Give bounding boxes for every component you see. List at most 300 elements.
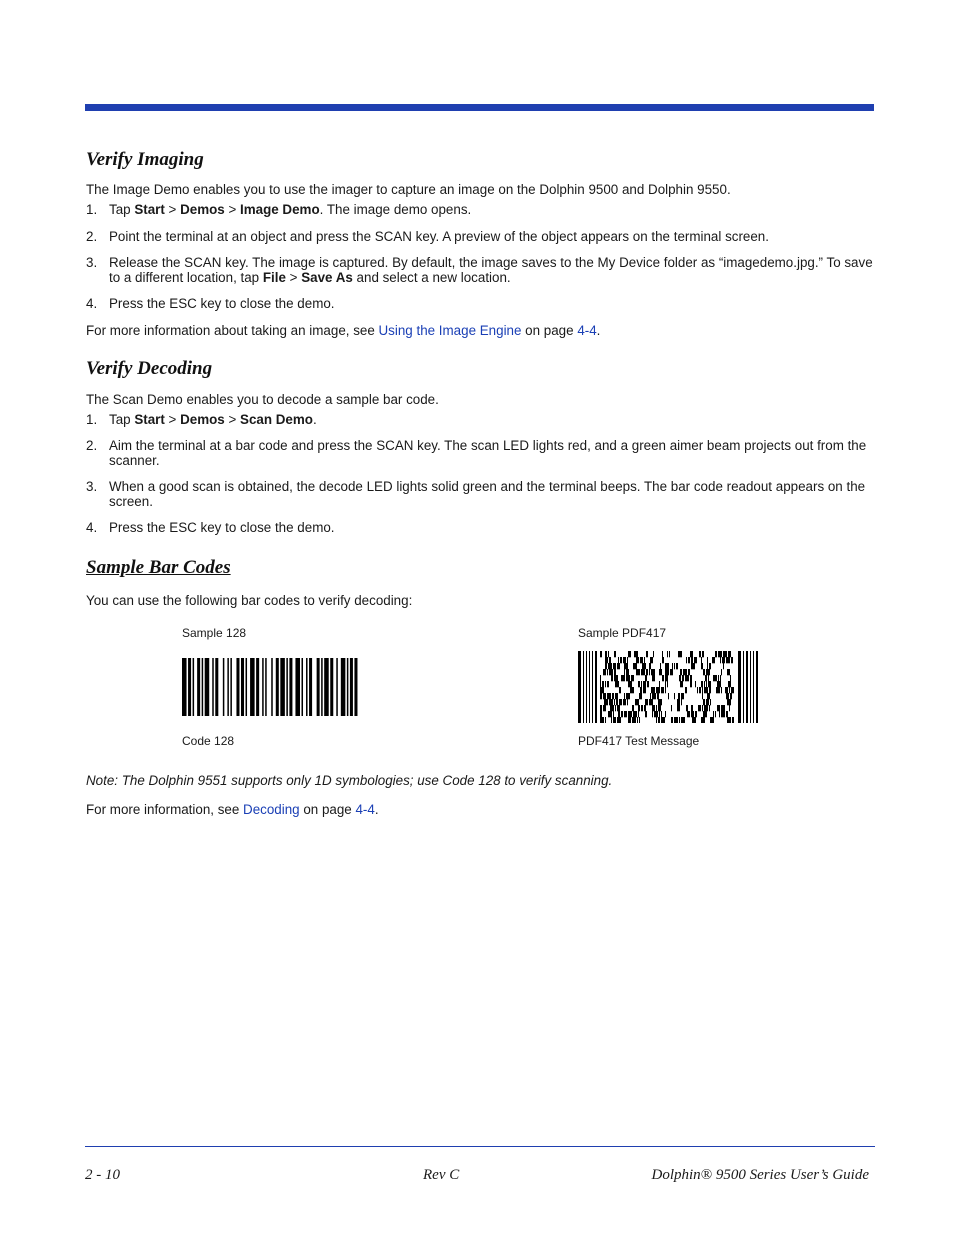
heading-verify-decoding: Verify Decoding	[86, 358, 213, 379]
header-rule	[85, 104, 874, 111]
pdf417-module	[706, 681, 707, 687]
code128-bar	[202, 658, 204, 716]
pdf417-module	[707, 663, 708, 669]
code128-bar	[336, 658, 338, 716]
pdf417-module	[651, 687, 655, 693]
pdf417-module	[672, 663, 673, 669]
pdf417-module	[674, 693, 675, 699]
decoding-step-2: 2. Aim the terminal at a bar code and press the SCAN key. The scan LED lights red, and a green aimer beam projects out from the scanner.	[86, 438, 867, 468]
pdf417-module	[683, 669, 687, 675]
code128-bar	[212, 658, 214, 716]
pdf417-module	[638, 711, 639, 717]
link-page-4-4-decoding[interactable]: 4-4	[355, 802, 375, 817]
pdf417-module	[679, 675, 681, 681]
pdf417-module	[609, 699, 613, 705]
pdf417-module	[633, 663, 637, 669]
pdf417-module	[646, 651, 648, 657]
code128-bar	[276, 658, 279, 716]
pdf417-module	[645, 699, 648, 705]
code128-bar	[250, 658, 255, 716]
pdf417-module	[603, 669, 606, 675]
pdf417-module	[674, 717, 678, 723]
pdf417-module	[623, 699, 626, 705]
pdf417-module	[624, 663, 628, 669]
pdf417-module	[699, 651, 701, 657]
pdf417-module	[686, 657, 687, 663]
pdf417-module	[609, 669, 613, 675]
pdf417-module	[715, 651, 717, 657]
imaging-step-4: 4. Press the ESC key to close the demo.	[86, 296, 335, 311]
pdf417-module	[671, 705, 672, 711]
pdf417-module	[618, 711, 620, 717]
pdf417-module	[600, 705, 602, 711]
pdf417-module	[641, 669, 645, 675]
pdf417-module	[632, 705, 634, 711]
pdf417-module	[649, 669, 650, 675]
pdf417-module	[685, 687, 687, 693]
pdf417-module	[636, 657, 639, 663]
note-1d-symbologies: Note: The Dolphin 9551 supports only 1D symbologies; use Code 128 to verify scanning.	[86, 773, 613, 788]
pdf417-module	[726, 693, 729, 699]
pdf417-module	[626, 669, 629, 675]
pdf417-module	[669, 651, 670, 657]
pdf417-module	[658, 699, 662, 705]
code128-bar	[309, 658, 312, 716]
pdf417-module	[652, 675, 655, 681]
pdf417-module	[639, 717, 640, 723]
pdf417-module	[626, 675, 630, 681]
pdf417-module	[657, 693, 659, 699]
code128-bar	[347, 658, 349, 716]
sample-bar-codes-intro: You can use the following bar codes to verify decoding:	[86, 593, 413, 608]
pdf417-module	[626, 693, 630, 699]
pdf417-module	[660, 663, 661, 669]
pdf417-module	[710, 699, 711, 705]
pdf417-module	[731, 687, 734, 693]
pdf417-module	[600, 651, 602, 657]
pdf417-module	[605, 663, 607, 669]
code128-bar	[227, 658, 229, 716]
pdf417-module	[721, 711, 725, 717]
pdf417-module	[589, 651, 590, 723]
pdf417-module	[661, 717, 665, 723]
pdf417-module	[659, 669, 662, 675]
pdf417-module	[616, 699, 618, 705]
pdf417-module	[645, 711, 647, 717]
pdf417-module	[694, 657, 697, 663]
decoding-more-info: For more information, see Decoding on page 4-4.	[86, 802, 379, 817]
pdf417-module	[611, 717, 612, 723]
pdf417-module	[651, 669, 655, 675]
pdf417-module	[661, 687, 664, 693]
heading-sample-bar-codes: Sample Bar Codes	[86, 557, 231, 578]
pdf417-module	[650, 693, 651, 699]
pdf417-module	[722, 657, 725, 663]
pdf417-module	[680, 681, 683, 687]
pdf417-module	[685, 675, 689, 681]
pdf417-module	[667, 681, 668, 687]
pdf417-module	[706, 699, 709, 705]
pdf417-module	[719, 711, 720, 717]
pdf417-module	[727, 717, 731, 723]
code128-bar	[317, 658, 320, 716]
pdf417-module	[600, 717, 604, 723]
pdf417-module	[721, 687, 722, 693]
pdf417-module	[635, 699, 639, 705]
pdf417-module	[619, 699, 622, 705]
pdf417-module	[687, 711, 690, 717]
pdf417-module	[729, 687, 730, 693]
pdf417-module	[621, 711, 623, 717]
pdf417-module	[638, 681, 640, 687]
decoding-step-3: 3. When a good scan is obtained, the decode LED lights solid green and the terminal beeps. The bar code readout appears on the screen.	[86, 479, 866, 509]
pdf417-module	[704, 681, 705, 687]
pdf417-module	[609, 657, 611, 663]
pdf417-module	[732, 717, 734, 723]
pdf417-module	[608, 663, 612, 669]
pdf417-module	[665, 669, 669, 675]
pdf417-module	[720, 675, 721, 681]
pdf417-module	[738, 651, 741, 723]
pdf417-module	[614, 669, 616, 675]
pdf417-module	[624, 711, 627, 717]
pdf417-module	[603, 705, 606, 711]
pdf417-module	[607, 681, 609, 687]
pdf417-module	[614, 651, 616, 657]
pdf417-module	[680, 669, 682, 675]
link-using-image-engine[interactable]: Using the Image Engine	[378, 323, 522, 338]
pdf417-module	[697, 687, 698, 693]
pdf417-module	[627, 699, 628, 705]
pdf417-module	[613, 711, 614, 717]
pdf417-module	[676, 663, 678, 669]
pdf417-module	[725, 687, 728, 693]
pdf417-module	[603, 693, 606, 699]
pdf417-module	[607, 693, 611, 699]
pdf417-module	[723, 663, 724, 669]
pdf417-module	[679, 717, 680, 723]
code128-bar	[215, 658, 218, 716]
pdf417-module	[659, 711, 660, 717]
pdf417-module	[665, 663, 669, 669]
pdf417-module	[607, 669, 608, 675]
pdf417-module	[592, 651, 593, 723]
pdf417-module	[658, 717, 660, 723]
pdf417-module	[703, 669, 705, 675]
pdf417-module	[642, 663, 646, 669]
pdf417-module	[756, 651, 758, 723]
pdf417-module	[681, 717, 685, 723]
pdf417-module	[600, 687, 604, 693]
pdf417-module	[613, 717, 616, 723]
link-decoding[interactable]: Decoding	[243, 802, 300, 817]
footer-revision: Rev C	[423, 1167, 460, 1183]
pdf417-module	[678, 693, 680, 699]
pdf417-module	[641, 681, 642, 687]
code128-bar	[223, 658, 225, 716]
pdf417-module	[636, 669, 640, 675]
pdf417-module	[643, 681, 646, 687]
pdf417-module	[690, 651, 693, 657]
pdf417-module	[618, 657, 619, 663]
pdf417-module	[652, 693, 656, 699]
code128-bar	[236, 658, 239, 716]
pdf417-module	[610, 705, 614, 711]
pdf417-module	[624, 693, 625, 699]
pdf417-module	[614, 675, 618, 681]
pdf417-module	[639, 693, 642, 699]
pdf417-module	[656, 687, 660, 693]
pdf417-module	[605, 717, 606, 723]
pdf417-module	[652, 705, 655, 711]
code128-bar	[350, 658, 353, 716]
pdf417-module	[690, 681, 692, 687]
pdf417-module	[665, 687, 666, 693]
pdf417-module	[703, 699, 705, 705]
pdf417-module	[727, 699, 731, 705]
pdf417-module	[717, 681, 721, 687]
verify-imaging-intro: The Image Demo enables you to use the imager to capture an image on the Dolphin 9500 and Dolphin 9550.	[86, 182, 731, 197]
pdf417-module	[704, 687, 708, 693]
pdf417-module	[583, 651, 584, 723]
code128-bar	[230, 658, 232, 716]
pdf417-module	[600, 681, 601, 687]
pdf417-module	[631, 675, 634, 681]
pdf417-module	[661, 711, 662, 717]
pdf417-module	[641, 705, 643, 711]
pdf417-module	[718, 675, 719, 681]
imaging-step-2: 2. Point the terminal at an object and press the SCAN key. A preview of the object appears on the terminal screen.	[86, 229, 769, 244]
code128-bar	[286, 658, 288, 716]
pdf417-module	[709, 687, 711, 693]
pdf417-module	[600, 693, 602, 699]
pdf417-module	[665, 681, 666, 687]
pdf417-module	[727, 669, 730, 675]
pdf417-module	[695, 681, 696, 687]
pdf417-module	[633, 711, 637, 717]
pdf417-module	[640, 687, 642, 693]
pdf417-module	[614, 699, 615, 705]
code128-bar	[256, 658, 259, 716]
pdf417-module	[638, 705, 640, 711]
pdf417-module	[686, 705, 688, 711]
pdf417-module	[671, 717, 673, 723]
pdf417-module	[617, 717, 621, 723]
pdf417-module	[612, 693, 614, 699]
pdf417-module	[707, 657, 708, 663]
pdf417-module	[690, 675, 692, 681]
barcode1-title: Sample 128	[182, 626, 247, 640]
pdf417-module	[708, 681, 711, 687]
barcode1-caption: Code 128	[182, 734, 235, 748]
pdf417-module	[613, 663, 616, 669]
pdf417-module	[712, 657, 715, 663]
pdf417-module	[621, 675, 625, 681]
pdf417-module	[753, 651, 754, 723]
code128-bar	[197, 658, 200, 716]
pdf417-module	[726, 711, 728, 717]
pdf417-module	[667, 651, 668, 657]
pdf417-module	[628, 717, 631, 723]
pdf417-module	[628, 711, 632, 717]
code128-barcode	[182, 658, 362, 716]
verify-decoding-intro: The Scan Demo enables you to decode a sample bar code.	[86, 392, 439, 407]
pdf417-module	[595, 651, 597, 723]
code128-bar	[205, 658, 210, 716]
pdf417-module	[646, 669, 648, 675]
pdf417-module	[611, 675, 613, 681]
pdf417-module	[706, 669, 710, 675]
pdf417-module	[650, 657, 653, 663]
pdf417-module	[649, 663, 651, 669]
heading-verify-imaging: Verify Imaging	[86, 149, 204, 170]
pdf417-module	[665, 675, 668, 681]
pdf417-module	[659, 681, 660, 687]
pdf417-module	[640, 657, 643, 663]
pdf417-module	[709, 663, 711, 669]
pdf417-module	[707, 693, 710, 699]
code128-bar	[324, 658, 329, 716]
code128-bar	[354, 658, 357, 716]
code128-bar	[321, 658, 323, 716]
pdf417-barcode	[578, 651, 758, 723]
pdf417-module	[637, 717, 638, 723]
imaging-more-info: For more information about taking an image, see Using the Image Engine on page 4-4.	[86, 323, 601, 338]
pdf417-module	[713, 675, 717, 681]
pdf417-module	[702, 687, 703, 693]
pdf417-module	[658, 705, 661, 711]
pdf417-module	[717, 705, 720, 711]
pdf417-module	[605, 681, 606, 687]
pdf417-module	[617, 663, 620, 669]
pdf417-module	[615, 681, 619, 687]
pdf417-module	[677, 699, 680, 705]
pdf417-module	[708, 675, 709, 681]
pdf417-module	[704, 705, 708, 711]
pdf417-module	[662, 657, 664, 663]
code128-bar	[262, 658, 264, 716]
pdf417-module	[728, 681, 731, 687]
code128-bar	[265, 658, 267, 716]
code128-bar	[341, 658, 346, 716]
code128-bar	[182, 658, 187, 716]
pdf417-module	[600, 675, 601, 681]
code128-bar	[330, 658, 333, 716]
pdf417-module	[698, 705, 701, 711]
pdf417-module	[600, 711, 602, 717]
pdf417-module	[681, 693, 684, 699]
pdf417-module	[743, 651, 744, 723]
pdf417-module	[662, 675, 664, 681]
imaging-step-1: 1. Tap Start > Demos > Image Demo. The image demo opens.	[86, 202, 472, 217]
pdf417-module	[624, 669, 625, 675]
pdf417-module	[691, 711, 694, 717]
code128-bar	[295, 658, 300, 716]
pdf417-module	[718, 651, 722, 657]
imaging-step-3: 3. Release the SCAN key. The image is captured. By default, the image saves to the My Device folder as “imagedemo.jpg.” To save to a different location, tap File > Save As and select a new location.	[86, 255, 873, 285]
pdf417-module	[726, 657, 730, 663]
link-page-4-4[interactable]: 4-4	[577, 323, 597, 338]
pdf417-module	[615, 705, 616, 711]
pdf417-module	[705, 675, 707, 681]
pdf417-module	[654, 711, 658, 717]
pdf417-module	[703, 711, 707, 717]
pdf417-module	[730, 693, 732, 699]
pdf417-module	[605, 651, 607, 657]
pdf417-module	[716, 687, 720, 693]
pdf417-module	[688, 657, 690, 663]
pdf417-module	[604, 699, 608, 705]
pdf417-module	[721, 669, 722, 675]
pdf417-module	[586, 651, 587, 723]
pdf417-module	[691, 663, 695, 669]
barcode2-caption: PDF417 Test Message	[578, 734, 700, 748]
pdf417-module	[632, 717, 636, 723]
decoding-step-1: 1. Tap Start > Demos > Scan Demo.	[86, 412, 317, 427]
pdf417-module	[656, 705, 657, 711]
pdf417-module	[674, 663, 675, 669]
code128-bar	[193, 658, 195, 716]
code128-bar	[188, 658, 191, 716]
pdf417-module	[608, 711, 612, 717]
pdf417-module	[617, 705, 620, 711]
pdf417-module	[728, 651, 731, 657]
pdf417-module	[702, 705, 703, 711]
pdf417-module	[645, 675, 647, 681]
pdf417-module	[709, 705, 710, 711]
pdf417-module	[701, 717, 705, 723]
pdf417-module	[691, 705, 693, 711]
pdf417-module	[630, 687, 634, 693]
pdf417-module	[623, 657, 626, 663]
pdf417-module	[668, 693, 669, 699]
pdf417-module	[688, 669, 690, 675]
pdf417-module	[699, 687, 701, 693]
pdf417-module	[665, 711, 666, 717]
pdf417-module	[695, 711, 697, 717]
barcode2-title: Sample PDF417	[578, 626, 667, 640]
pdf417-module	[670, 669, 673, 675]
pdf417-module	[647, 681, 649, 687]
pdf417-module	[628, 651, 631, 657]
pdf417-module	[729, 705, 730, 711]
pdf417-module	[746, 651, 748, 723]
code128-bar	[271, 658, 273, 716]
pdf417-module	[692, 717, 696, 723]
pdf417-module	[750, 651, 751, 723]
code128-bar	[280, 658, 285, 716]
pdf417-module	[681, 699, 682, 705]
pdf417-module	[653, 651, 654, 657]
pdf417-module	[656, 717, 657, 723]
pdf417-module	[644, 705, 646, 711]
pdf417-module	[634, 651, 638, 657]
pdf417-module	[710, 717, 714, 723]
code128-bar	[246, 658, 248, 716]
pdf417-module	[643, 687, 646, 693]
pdf417-module	[615, 693, 618, 699]
code128-bar	[306, 658, 308, 716]
pdf417-module	[652, 711, 653, 717]
pdf417-module	[678, 651, 682, 657]
code128-bar	[241, 658, 244, 716]
pdf417-module	[644, 657, 645, 663]
pdf417-module	[721, 705, 725, 711]
pdf417-module	[662, 651, 663, 657]
pdf417-module	[578, 651, 581, 723]
pdf417-module	[701, 657, 702, 663]
pdf417-module	[702, 651, 704, 657]
